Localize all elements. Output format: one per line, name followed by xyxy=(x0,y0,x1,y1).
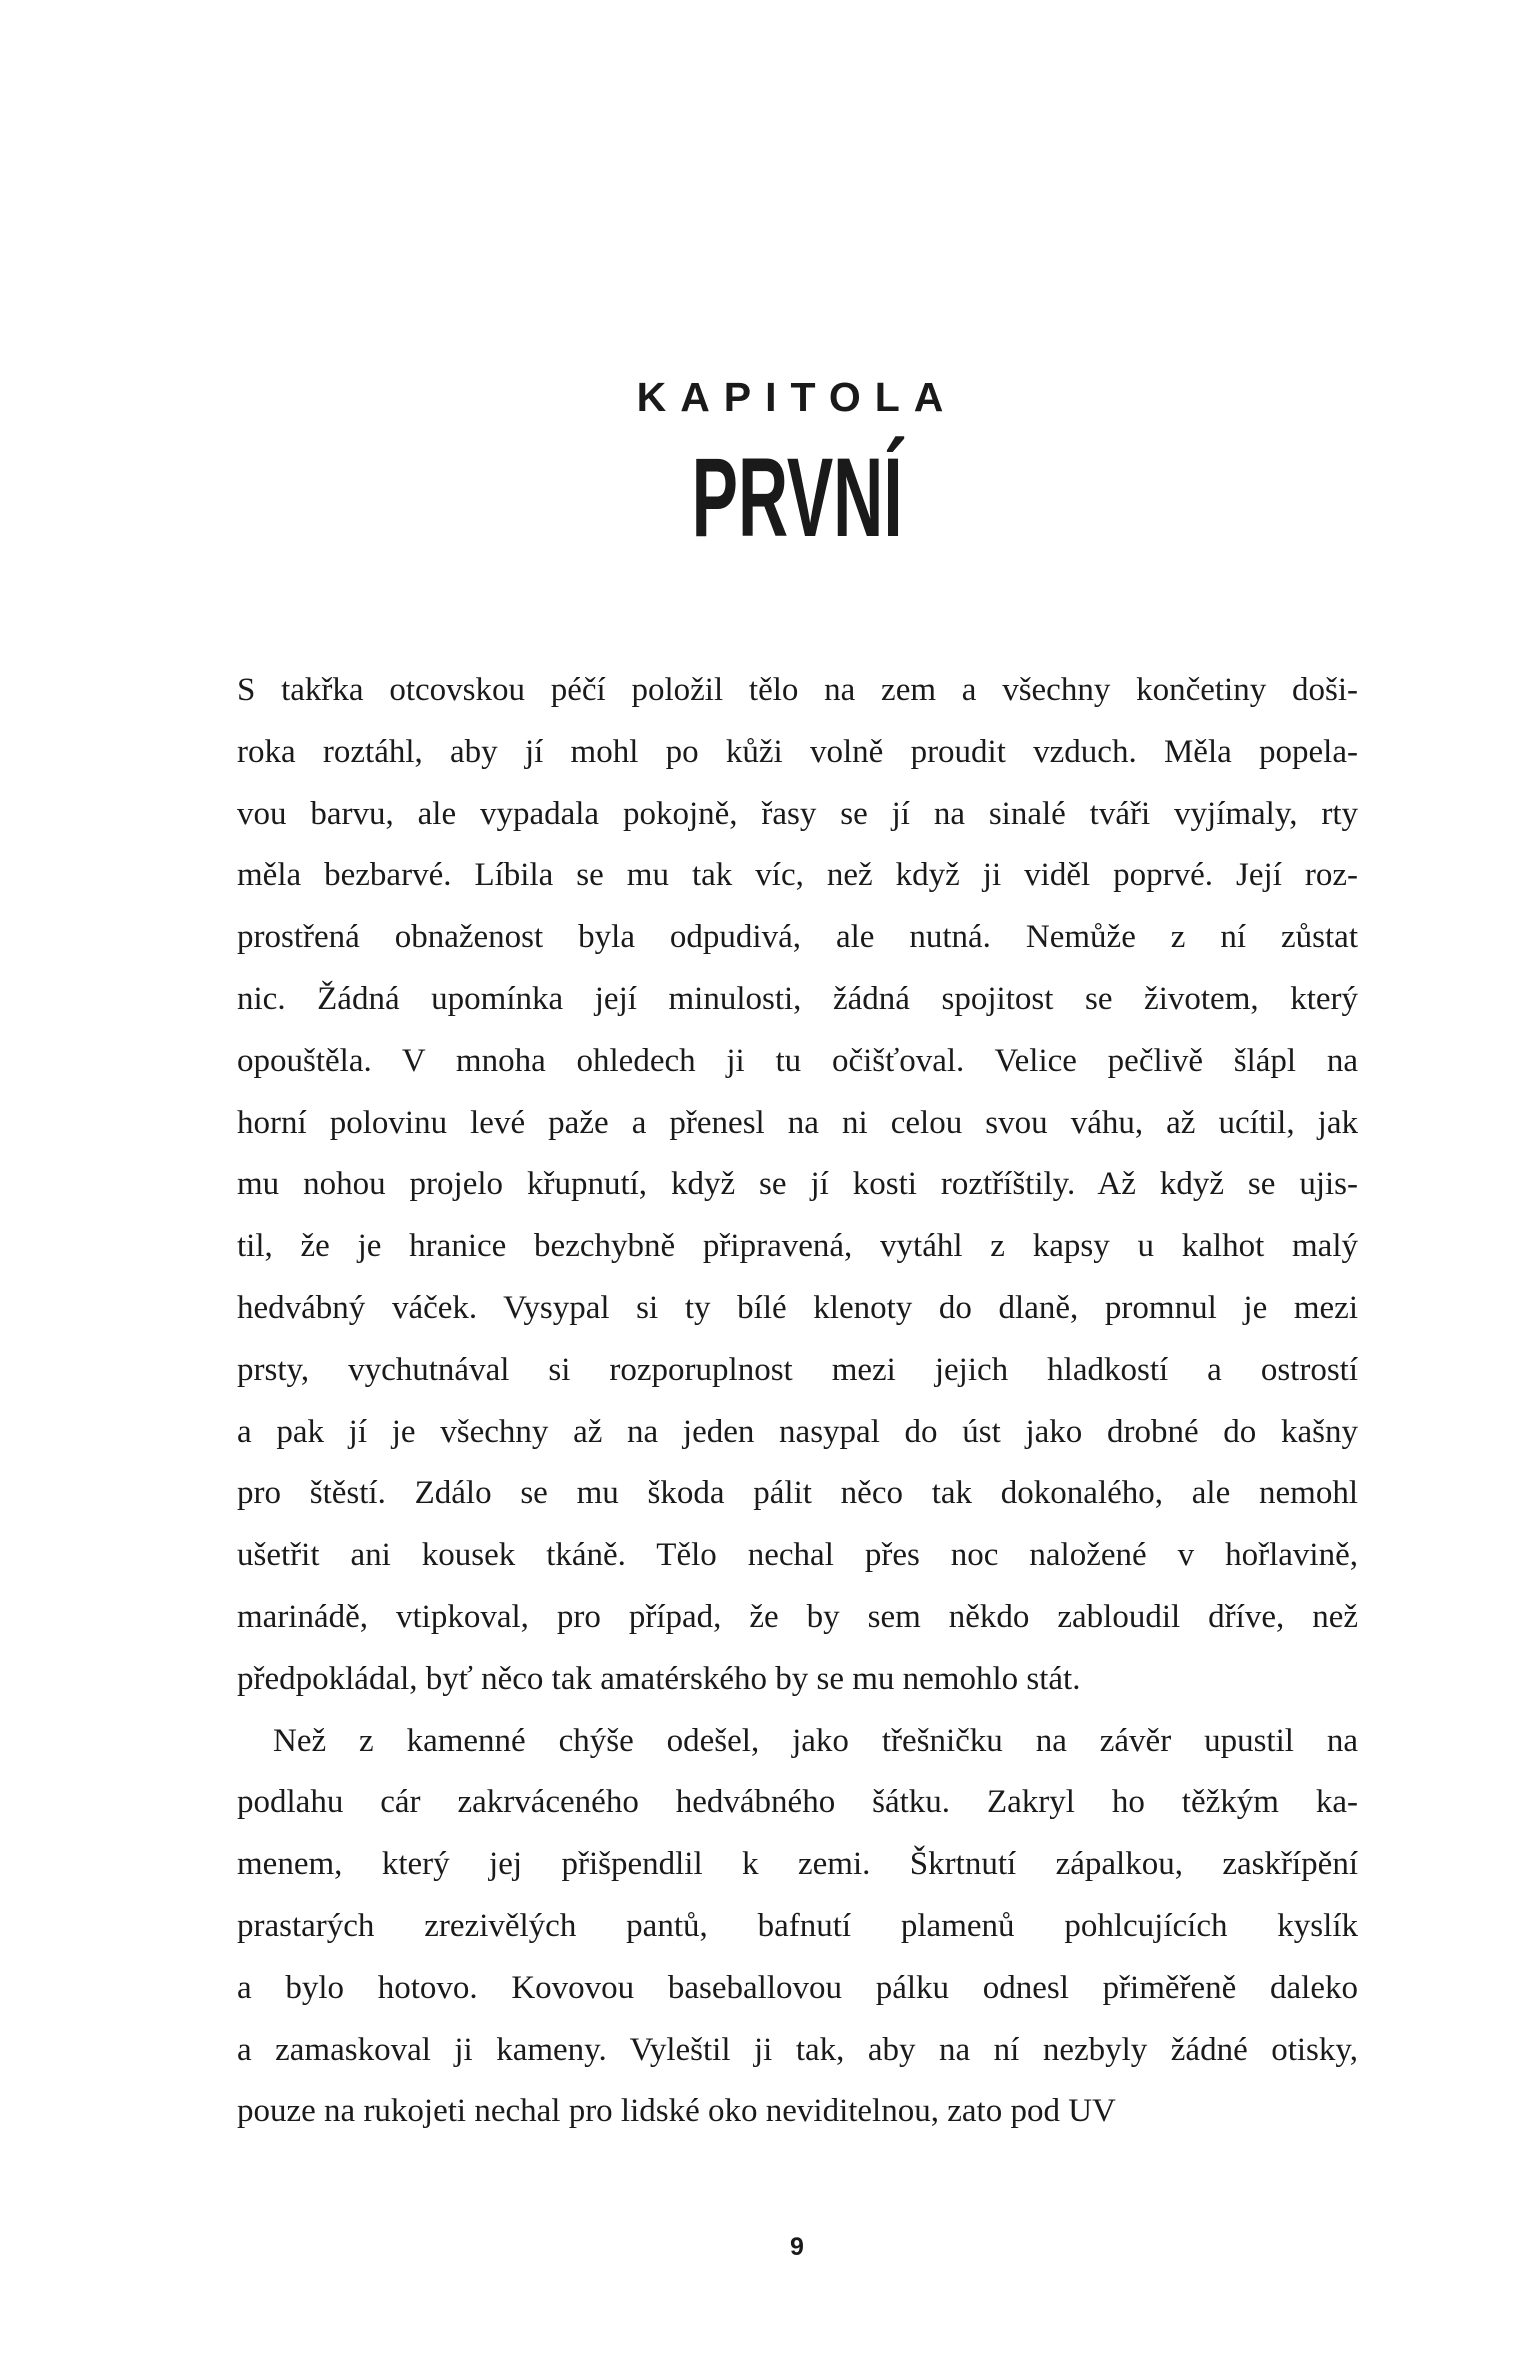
paragraph xyxy=(237,660,1358,1711)
text-line: pro štěstí. Zdálo se mu škoda pálit něco tak dokonalého, ale nemohl xyxy=(237,1475,1358,1512)
text-line: a pak jí je všechny až na jeden nasypal do úst jako drobné do kašny xyxy=(237,1413,1358,1450)
text-line: S takřka otcovskou péčí položil tělo na zem a všechny končetiny doši- xyxy=(237,672,1358,708)
text-line: til, že je hranice bezchybně připravená, vytáhl z kapsy u kalhot malý xyxy=(237,1228,1358,1265)
text-line: měla bezbarvé. Líbila se mu tak víc, než když ji viděl poprvé. Její roz- xyxy=(237,857,1358,894)
body-text xyxy=(237,660,1358,2143)
text-line: prastarých zrezivělých pantů, bafnutí plamenů pohlcujících kyslík xyxy=(237,1907,1358,1944)
text-line: předpokládal, byť něco tak amatérského by se mu nemohlo stát. xyxy=(237,1660,1081,1697)
text-line: podlahu cár zakrváceného hedvábného šátku. Zakryl ho těžkým ka- xyxy=(237,1784,1358,1821)
chapter-label: KAPITOLA xyxy=(636,374,958,420)
chapter-title: PRVNÍ xyxy=(691,435,903,560)
text-line: prsty, vychutnával si rozporuplnost mezi jejich hladkostí a ostrostí xyxy=(237,1351,1358,1388)
text-line: mu nohou projelo křupnutí, když se jí kosti roztříštily. Až když se ujis- xyxy=(237,1166,1358,1203)
text-line: ušetřit ani kousek tkáně. Tělo nechal přes noc naložené v hořlavině, xyxy=(237,1537,1358,1574)
text-line: a zamaskoval ji kameny. Vyleštil ji tak, aby na ní nezbyly žádné otisky, xyxy=(237,2031,1358,2068)
text-line: horní polovinu levé paže a přenesl na ni celou svou váhu, až ucítil, jak xyxy=(237,1104,1358,1141)
text-line: pouze na rukojeti nechal pro lidské oko neviditelnou, zato pod UV xyxy=(237,2093,1116,2130)
text-line: prostřená obnaženost byla odpudivá, ale nutná. Nemůže z ní zůstat xyxy=(237,919,1358,956)
text-line: vou barvu, ale vypadala pokojně, řasy se jí na sinalé tváři vyjímaly, rty xyxy=(237,795,1358,832)
text-line: menem, který jej přišpendlil k zemi. Škrtnutí zápalkou, zaskřípění xyxy=(237,1846,1358,1883)
text-line: nic. Žádná upomínka její minulosti, žádná spojitost se životem, který xyxy=(237,980,1358,1017)
chapter-title-container xyxy=(0,435,1536,560)
text-line: a bylo hotovo. Kovovou baseballovou pálku odnesl přiměřeně daleko xyxy=(237,1969,1358,2006)
text-line: hedvábný váček. Vysypal si ty bílé klenoty do dlaně, promnul je mezi xyxy=(237,1289,1358,1326)
page-number: 9 xyxy=(790,2233,804,2261)
paragraph xyxy=(237,1711,1358,2144)
text-line: roka roztáhl, aby jí mohl po kůži volně proudit vzduch. Měla popela- xyxy=(237,733,1358,770)
text-line: opouštěla. V mnoha ohledech ji tu očišťoval. Velice pečlivě šlápl na xyxy=(237,1042,1358,1079)
text-line: Než z kamenné chýše odešel, jako třešničku na závěr upustil na xyxy=(273,1722,1358,1759)
text-line: marinádě, vtipkoval, pro případ, že by sem někdo zabloudil dříve, než xyxy=(237,1598,1358,1635)
